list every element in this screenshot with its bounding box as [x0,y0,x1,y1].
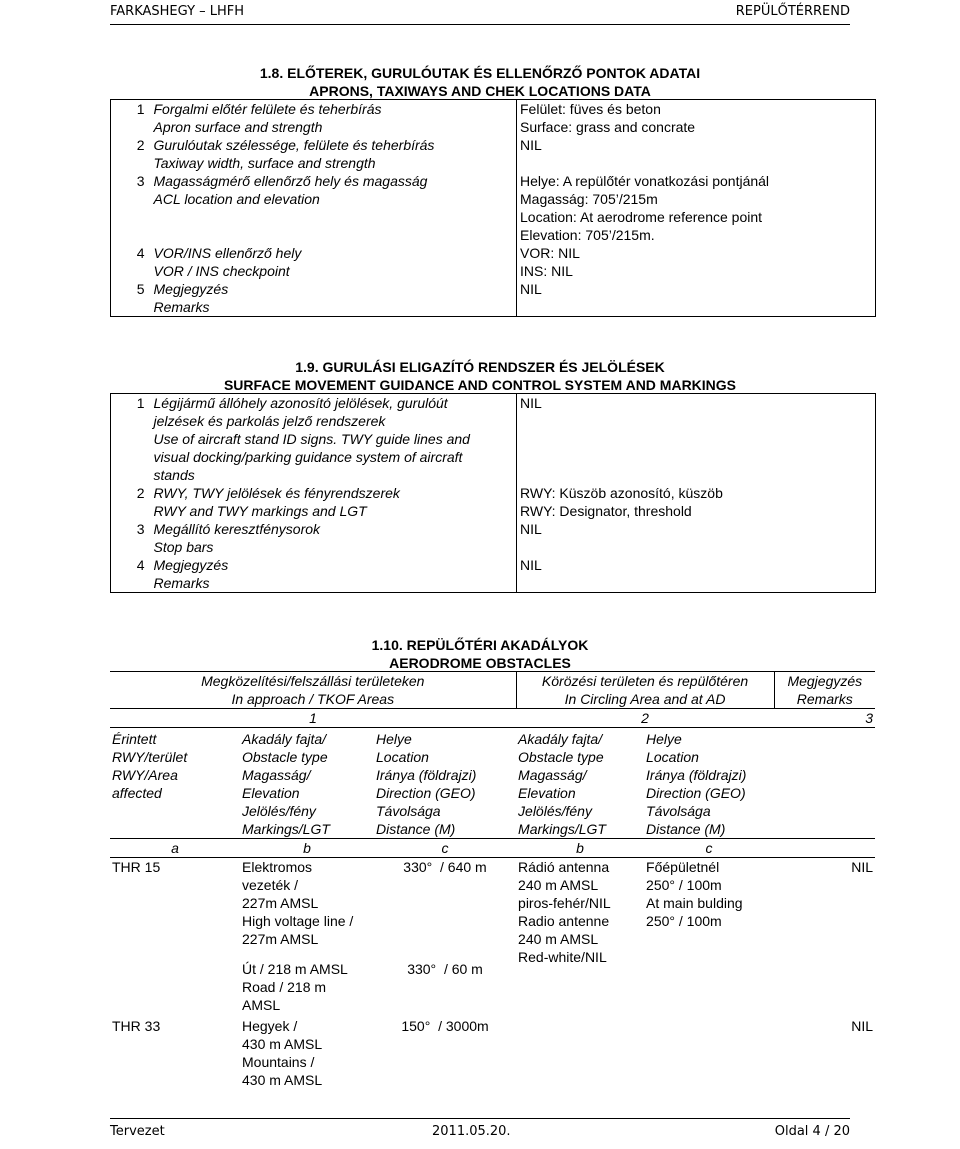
row-label: jelzések és parkolás jelző rendszerek [153,413,386,429]
row-label: Megállító keresztfénysorok [153,521,321,537]
row-value: NIL [520,521,542,537]
table-header-row [110,709,875,728]
col-type: Akadály fajta/ Obstacle type Magasság/ Elevation Jelölés/fény Markings/LGT [240,728,374,839]
row-label: visual docking/parking guidance system of aircraft [153,449,463,465]
row-label: stands [153,467,195,483]
row-label: VOR/INS ellenőrző hely [153,245,302,261]
row-label-en: Remarks [153,299,210,315]
row-affected: THR 15 [112,859,161,875]
s19-title: 1.9. GURULÁSI ELIGAZÍTÓ RENDSZER ÉS JELÖLÉSEK [295,359,665,375]
footer-right: Oldal 4 / 20 [774,1124,850,1139]
table-row: 2 RWY, TWY jelölések és fényrendszerek RWY and TWY markings and LGT RWY: Küszöb azonosító, küszöb RWY: Designator, threshold [111,484,876,520]
row-location: 330° / 60 m [407,961,483,977]
table-header-row [110,672,875,709]
group-approach: Megközelítési/felszállási területeken In approach / TKOF Areas [110,672,516,709]
row-label: Stop bars [153,539,214,555]
col-type-circling: Akadály fajta/ Obstacle type Magasság/ Elevation Jelölés/fény Markings/LGT [516,728,644,839]
row-label-en: Taxiway width, surface and strength [153,155,376,171]
footer-center: 2011.05.20. [432,1124,511,1139]
row-value: Felület: füves és beton [520,101,661,117]
col-location-circling: Helye Location Iránya (földrajzi) Direction (GEO) Távolsága Distance (M) [644,728,774,839]
s19-subtitle: SURFACE MOVEMENT GUIDANCE AND CONTROL SYSTEM AND MARKINGS [223,377,737,393]
row-obstacle: Elektromos vezeték / 227m AMSL High voltage line / 227m AMSL [242,859,354,947]
s18-table [110,99,876,317]
row-label: RWY, TWY jelölések és fényrendszerek [153,485,400,501]
row-value: INS: NIL [520,263,573,279]
table-row [110,1014,875,1089]
table-row: 1 Légijármű állóhely azonosító jelölések, gurulóút jelzések és parkolás jelző rendszerek Use of aircraft stand ID signs. TWY guide lines and visual docking/parking guidance system of aircraft stands NIL [111,394,876,485]
row-value: NIL [520,395,542,411]
table-row: 4 Megjegyzés Remarks NIL [111,556,876,593]
row-value: RWY: Designator, threshold [520,503,692,519]
row-value: Magasság: 705’/215m [520,191,658,207]
table-row: 1 Forgalmi előtér felülete és teherbírás Apron surface and strength Felület: füves és beton Surface: grass and concrate [111,100,876,137]
row-value: NIL [520,557,542,573]
group-number: 2 [516,709,774,728]
table-row: 3 Magasságmérő ellenőrző hely és magasság ACL location and elevation Helye: A repülőtér vonatkozási pontjánál Magasság: 705’/215m Location: At aerodrome reference point Elevation: 705’/215m. [111,172,876,244]
header-right: REPÜLŐTÉRREND [735,4,850,19]
row-obstacle: Út / 218 m AMSL Road / 218 m AMSL [242,961,348,1013]
s19-table [110,393,876,593]
table-subheader-row [110,728,875,839]
row-remarks: NIL [851,859,874,875]
row-label: Megjegyzés [153,281,229,297]
row-location: 330° / 640 m [403,859,487,875]
col-affected: Érintett RWY/terület RWY/Area affected [110,728,240,839]
group-number: 1 [110,709,516,728]
row-label: Forgalmi előtér felülete és teherbírás [153,101,382,117]
header-left: FARKASHEGY – LHFH [110,4,245,19]
table-row: 4 VOR/INS ellenőrző hely VOR / INS checkpoint VOR: NIL INS: NIL [111,244,876,280]
row-label-en: VOR / INS checkpoint [153,263,290,279]
row-value: NIL [520,281,542,297]
table-row: 3 Megállító keresztfénysorok Stop bars NIL [111,520,876,556]
header-rule [110,24,850,25]
row-value: Surface: grass and concrate [520,119,696,135]
s110-subtitle: AERODROME OBSTACLES [389,655,571,671]
row-label: Use of aircraft stand ID signs. TWY guide lines and [153,431,470,447]
row-location-circling: Főépületnél 250° / 100m At main bulding 250° / 100m [646,859,743,929]
footer-rule [110,1118,850,1119]
row-label: Remarks [153,575,210,591]
row-value: VOR: NIL [520,245,580,261]
group-circling: Körözési területen és repülőtéren In Circling Area and at AD [516,672,774,709]
row-value: NIL [520,137,542,153]
row-label: Megjegyzés [153,557,229,573]
row-value: Location: At aerodrome reference point [520,209,763,225]
row-label: Gurulóutak szélessége, felülete és teherbírás [153,137,435,153]
s18-title: 1.8. ELŐTEREK, GURULÓUTAK ÉS ELLENŐRZŐ PONTOK ADATAI [259,65,701,81]
row-obstacle-circling: Rádió antenna 240 m AMSL piros-fehér/NIL Radio antenne 240 m AMSL Red-white/NIL [518,859,611,965]
row-label: Magasságmérő ellenőrző hely és magasság [153,173,428,189]
row-label-en: Apron surface and strength [153,119,323,135]
row-affected: THR 33 [112,1018,161,1034]
group-number: 3 [774,709,875,728]
s110-title: 1.10. REPÜLŐTÉRI AKADÁLYOK [371,637,589,653]
s18-subtitle: APRONS, TAXIWAYS AND CHEK LOCATIONS DATA [309,83,651,99]
table-row [110,858,875,949]
group-remarks: Megjegyzés Remarks [774,672,875,709]
row-label: RWY and TWY markings and LGT [153,503,367,519]
row-location: 150° / 3000m [401,1018,489,1034]
col-location: Helye Location Iránya (földrajzi) Direction (GEO) Távolsága Distance (M) [374,728,516,839]
row-remarks: NIL [851,1018,874,1034]
footer-left: Tervezet [110,1124,165,1139]
row-value: Helye: A repülőtér vonatkozási pontjánál [520,173,770,189]
row-obstacle: Hegyek / 430 m AMSL Mountains / 430 m AMSL [242,1018,323,1088]
table-row: 2 Gurulóutak szélessége, felülete és teherbírás Taxiway width, surface and strength NIL [111,136,876,172]
s110-table [110,671,875,1089]
row-value: RWY: Küszöb azonosító, küszöb [520,485,723,501]
row-value: Elevation: 705’/215m. [520,227,655,243]
row-label-en: ACL location and elevation [153,191,320,207]
table-row: 5 Megjegyzés Remarks NIL [111,280,876,317]
table-letters-row: a b c b c [110,839,875,858]
row-label: Légijármű állóhely azonosító jelölések, gurulóút [153,395,448,411]
